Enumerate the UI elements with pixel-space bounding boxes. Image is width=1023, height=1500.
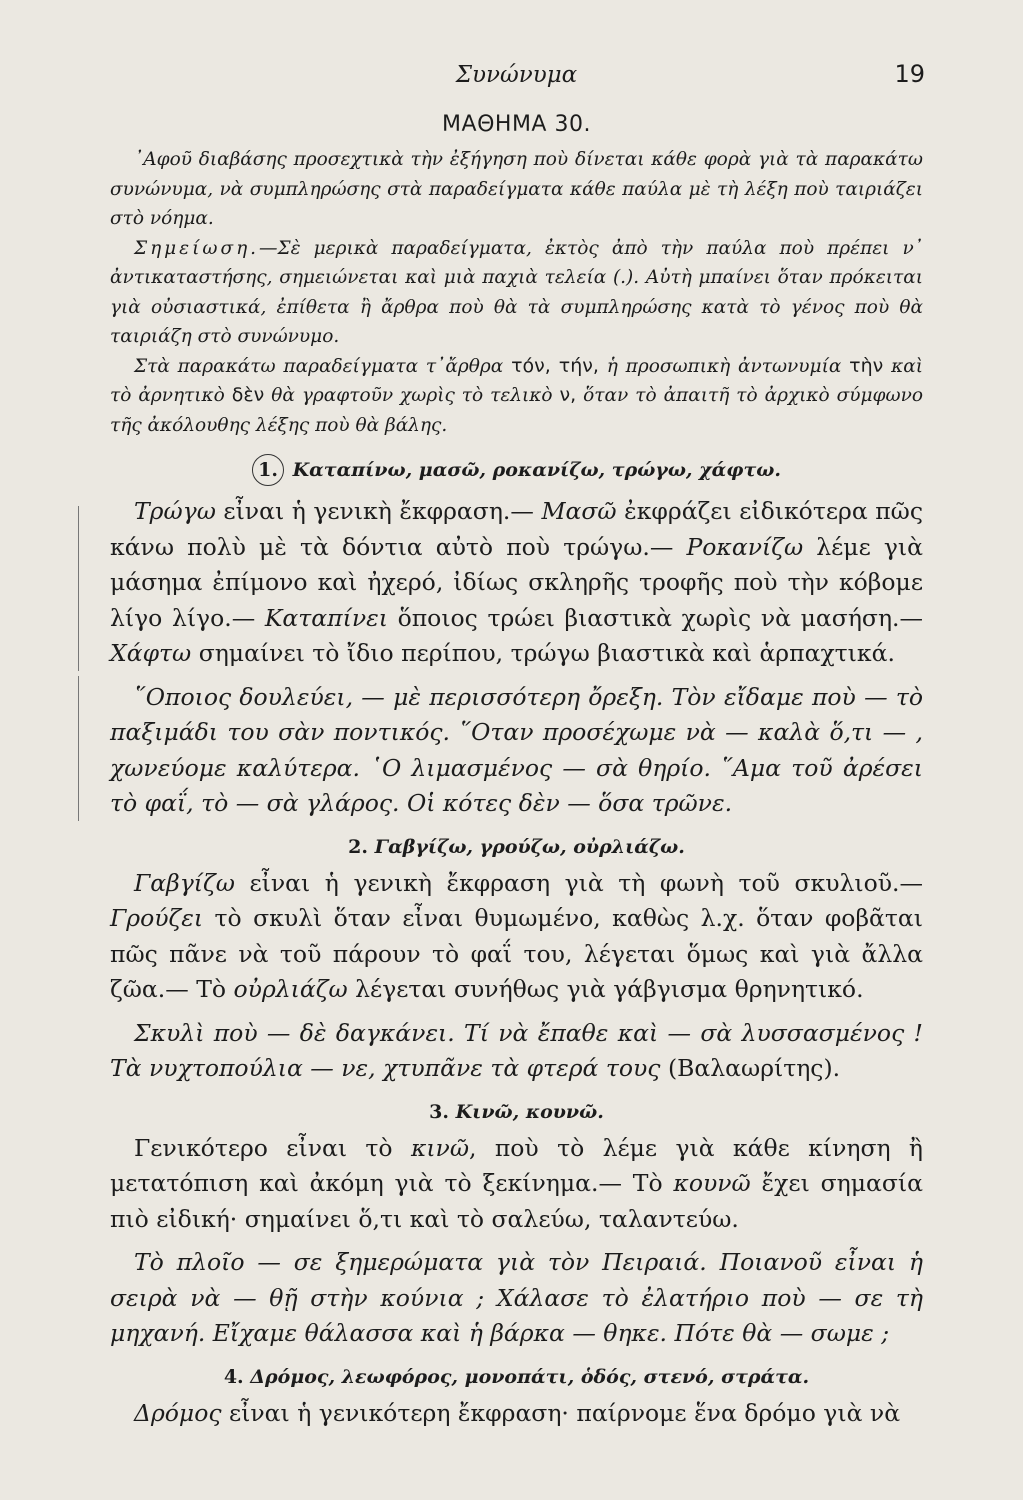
running-title: Συνώνυμα [455, 62, 578, 88]
term: Δρόμος [134, 1398, 222, 1427]
section-title: Κινῶ, κουνῶ. [455, 1100, 604, 1123]
explanation-text: λέμε γιὰ μάσημα ἐπίμονο καὶ ἠχερό, ἰδίως σκληρῆς τροφῆς ποὺ τὴν κόβομε λίγο λίγο.— [110, 532, 923, 632]
section-heading [110, 836, 923, 858]
explanation-text: σημαίνει τὸ ἴδιο περίπου, τρώγω βιαστικὰ καὶ ἁρπαχτικά. [191, 639, 895, 667]
section-4 [110, 1366, 923, 1432]
section-examples [110, 1016, 923, 1087]
page-header [110, 56, 923, 90]
instr-negation: δὲν [231, 384, 265, 406]
instr-part: Στὰ παρακάτω παραδείγματα τ᾿ἄρθρα [134, 355, 504, 377]
section-examples [110, 680, 923, 822]
lesson-title: ΜΑΘΗΜΑ 30. [442, 112, 591, 137]
section-title: Δρόμος, λεωφόρος, μονοπάτι, ὁδός, στενό, στράτα. [250, 1365, 810, 1388]
page-number: 19 [894, 60, 925, 88]
term: Χάφτω [110, 639, 192, 667]
section-explanation [110, 494, 923, 672]
term: κουνῶ [673, 1169, 751, 1197]
margin-bracket [78, 676, 79, 821]
section-heading [110, 1366, 923, 1388]
instr-articles: τόν, τήν, [511, 354, 599, 377]
examples-source: (Βαλαωρίτης). [667, 1054, 841, 1082]
term: Καταπίνει [264, 603, 388, 632]
section-heading [110, 454, 923, 486]
instr-part: καὶ τὸ ἀρνητικὸ [110, 355, 923, 406]
instr-pronoun: τὴν [849, 354, 884, 377]
section-number-circled: 1. [252, 454, 284, 486]
margin-bracket [78, 506, 79, 671]
term: οὐρλιάζω [233, 975, 348, 1003]
intro-instructions [110, 352, 923, 441]
explanation-text: ἐκφράζει εἰδικότερα πῶς κάνω πολὺ μὲ τὰ δόντια αὐτὸ ποὺ τρώγω.— [110, 497, 923, 561]
section-examples [110, 1245, 923, 1352]
explanation-text: Γενικότερο εἶναι τὸ [134, 1133, 411, 1162]
section-3 [110, 1101, 923, 1352]
examples-text: ῞Οποιος δουλεύει, — μὲ περισσότερη ὄρεξη. Τὸν εἴδαμε ποὺ — τὸ παξιμάδι του σὰν ποντικός. ῞Οταν προσέχωμε νὰ — καλὰ ὅ,τι — , χωνεύομε καλύτερα. ῾Ο λιμασμένος — σὰ θηρίο. ῞Αμα τοῦ ἀρέσει τὸ φαΐ, τὸ — σὰ γλάρος. Οἱ κότες δὲν — ὅσα τρῶνε. [110, 682, 923, 817]
examples-text: Τὸ πλοῖο — σε ξημερώματα γιὰ τὸν Πειραιά. Ποιανοῦ εἶναι ἡ σειρὰ νὰ — θῇ στὴν κούνια ; Χάλασε τὸ ἐλατήριο ποὺ — σε τὴ μηχανή. Εἴχαμε θάλασσα καὶ ἡ βάρκα — θηκε. Πότε θὰ — σωμε ; [110, 1248, 923, 1347]
instr-part: ὅταν τὸ ἀπαιτῆ τὸ ἀρχικὸ σύμφωνο τῆς ἀκόλουθης λέξης ποὺ θὰ βάλης. [110, 385, 923, 436]
examples-text: Σκυλὶ ποὺ — δὲ δαγκάνει. Τί νὰ ἔπαθε καὶ — σὰ λυσσασμένος ! Τὰ νυχτοπούλια — νε, χτυπᾶνε τὰ φτερά τους [110, 1018, 923, 1082]
section-2 [110, 836, 923, 1087]
intro-paragraph: ᾿Αφοῦ διαβάσης προσεχτικὰ τὴν ἐξήγηση ποὺ δίνεται κάθε φορὰ γιὰ τὰ παρακάτω συνώνυμα, νὰ συμπληρώσης στὰ παραδείγματα κάθε παύλα μὲ τὴ λέξη ποὺ ταιριάζει στὸ νόημα. [110, 149, 923, 229]
term: Γαβγίζω [134, 868, 235, 897]
section-1 [110, 454, 923, 822]
instr-letter: ν, [559, 384, 577, 406]
intro-note [110, 234, 923, 352]
explanation-text: , ποὺ τὸ λέμε γιὰ κάθε κίνηση ἢ μετατόπιση καὶ ἀκόμη γιὰ τὸ ξεκίνημα.— Τὸ [110, 1133, 923, 1197]
term: Ροκανίζω [686, 532, 804, 561]
explanation-text: εἶναι ἡ γενικὴ ἔκφραση.— [215, 497, 542, 525]
explanation-text: εἶναι ἡ γενικότερη ἔκφραση· παίρνομε ἕνα δρόμο γιὰ νὰ [221, 1398, 901, 1427]
term: Τρώγω [134, 497, 216, 525]
section-number: 3. [429, 1100, 449, 1123]
note-text: —Σὲ μερικὰ παραδείγματα, ἐκτὸς ἀπὸ τὴν παύλα ποὺ πρέπει ν᾿ ἀντικαταστήσης, σημειώνεται καὶ μιὰ παχιὰ τελεία (.). Αὐτὴ μπαίνει ὅταν πρόκειται γιὰ οὐσιαστικά, ἐπίθετα ἢ ἄρθρα ποὺ θὰ τὰ συμπληρώσης κατὰ τὸ γένος ποὺ θὰ ταιριάζη στὸ συνώνυμο. [110, 237, 923, 347]
instr-part: ἡ προσωπικὴ ἀντωνυμία [606, 355, 842, 377]
term: Γρούζει [110, 904, 204, 932]
section-explanation [110, 866, 923, 1008]
term: Μασῶ [541, 497, 617, 525]
instr-part: θὰ γραφτοῦν χωρὶς τὸ τελικὸ [271, 385, 553, 406]
explanation-text: λέγεται συνήθως γιὰ γάβγισμα θρηνητικό. [347, 975, 864, 1003]
explanation-text: ὅποιος τρώει βιαστικὰ χωρὶς νὰ μασήση.— [387, 603, 923, 632]
section-explanation [110, 1131, 923, 1238]
explanation-text: ἔχει σημασία πιὸ εἰδική· σημαίνει ὅ,τι καὶ τὸ σαλεύω, ταλαντεύω. [110, 1169, 923, 1233]
section-number: 2. [348, 835, 368, 858]
term: κινῶ [410, 1133, 470, 1162]
explanation-text: τὸ σκυλὶ ὅταν εἶναι θυμωμένο, καθὼς λ.χ. ὅταν φοβᾶται πῶς πᾶνε νὰ τοῦ πάρουν τὸ φαΐ του, λέγεται ὅμως καὶ γιὰ ἄλλα ζῶα.— Τὸ [110, 904, 923, 1003]
section-title: Γαβγίζω, γρούζω, οὐρλιάζω. [374, 835, 685, 858]
section-number: 4. [223, 1365, 244, 1388]
section-title: Καταπίνω, μασῶ, ροκανίζω, τρώγω, χάφτω. [292, 459, 781, 481]
section-explanation [110, 1396, 923, 1432]
section-heading [110, 1101, 923, 1123]
explanation-text: εἶναι ἡ γενικὴ ἔκφραση γιὰ τὴ φωνὴ τοῦ σκυλιοῦ.— [234, 868, 923, 897]
note-label: Σημείωση. [134, 237, 260, 259]
